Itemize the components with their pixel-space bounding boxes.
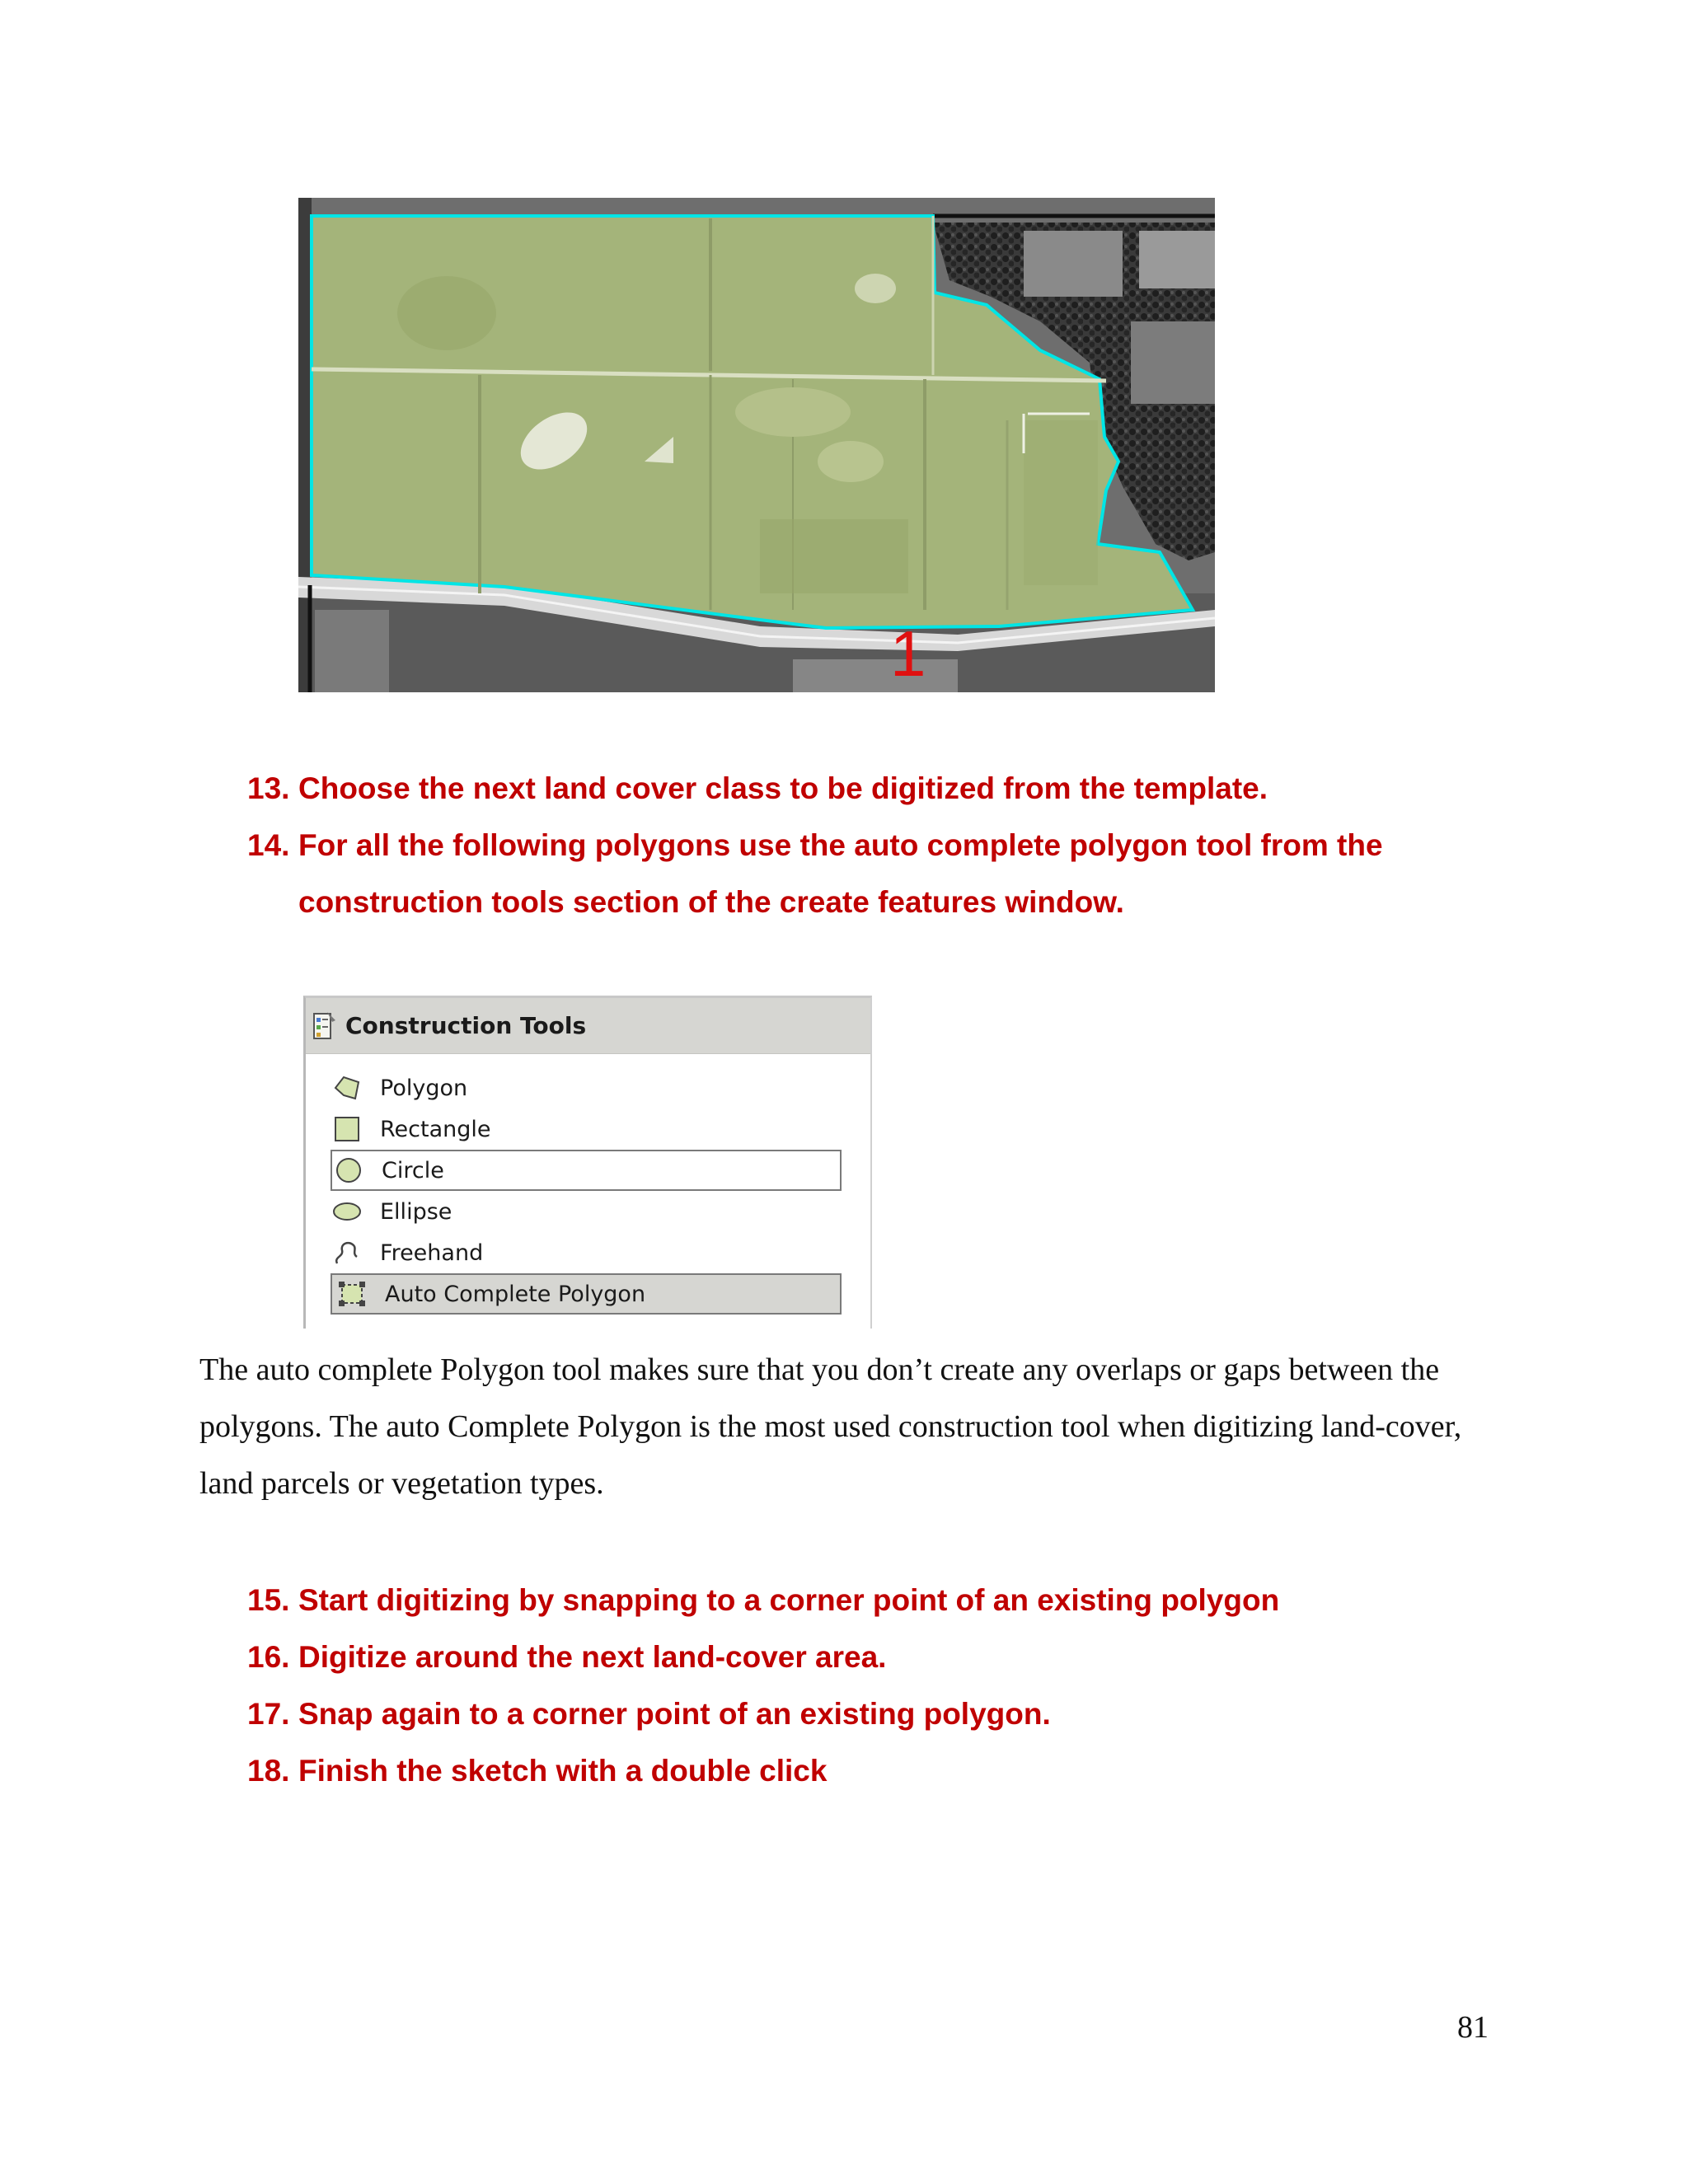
tool-label: Ellipse [380,1198,452,1225]
tool-polygon[interactable] [306,1067,817,1108]
step-15 [247,1572,1533,1629]
ellipse-icon [332,1197,362,1226]
tool-circle[interactable] [331,1150,842,1191]
tool-ellipse[interactable] [306,1191,817,1232]
step-14 [247,817,1533,930]
construction-tools-icon [312,1010,337,1042]
instruction-steps-first [247,760,1533,930]
circle-icon [334,1156,363,1184]
step-number: 14. [247,828,290,862]
body-paragraph: The auto complete Polygon tool makes sure that you don’t create any overlaps or gaps between the polygons. The auto Complete Polygon is the most used construction tool when digitizing land-cover, land parcels or vegetation types. [199,1352,1462,1501]
step-number: 13. [247,771,290,805]
tool-label: Circle [382,1157,444,1183]
step-text: Snap again to a corner point of an existing polygon. [298,1697,1051,1731]
tool-label: Auto Complete Polygon [385,1281,646,1307]
freehand-icon [332,1239,362,1267]
aerial-map-figure [298,198,1215,692]
tool-rectangle[interactable] [306,1108,817,1150]
step-number: 15. [247,1583,290,1617]
polygon-label: 1 [890,617,926,690]
step-17 [247,1685,1533,1742]
tool-freehand[interactable] [306,1232,817,1273]
page-number: 81 [1457,2010,1489,2045]
step-number: 17. [247,1697,290,1731]
step-text: Finish the sketch with a double click [298,1754,828,1788]
polygon-icon [332,1074,362,1102]
step-number: 16. [247,1640,290,1674]
auto-complete-polygon-icon [337,1280,367,1308]
step-text: Choose the next land cover class to be digitized from the template. [298,771,1268,805]
tool-label: Rectangle [380,1116,491,1142]
step-18 [247,1742,1533,1799]
step-text: Start digitizing by snapping to a corner point of an existing polygon [298,1583,1280,1617]
construction-tools-list [306,1054,870,1315]
construction-tools-panel [303,996,872,1329]
tool-label: Freehand [380,1240,484,1266]
step-text: Digitize around the next land-cover area. [298,1640,887,1674]
rectangle-icon [332,1115,362,1143]
construction-tools-title: Construction Tools [345,1012,587,1039]
instruction-steps-second [247,1572,1533,1799]
tool-label: Polygon [380,1075,468,1101]
tool-auto-complete-polygon[interactable] [331,1273,842,1315]
step-text: For all the following polygons use the auto complete polygon tool from the construction tools section of the create features window. [298,828,1383,919]
step-16 [247,1629,1533,1685]
construction-tools-header [306,998,870,1054]
step-number: 18. [247,1754,290,1788]
step-13 [247,760,1533,817]
